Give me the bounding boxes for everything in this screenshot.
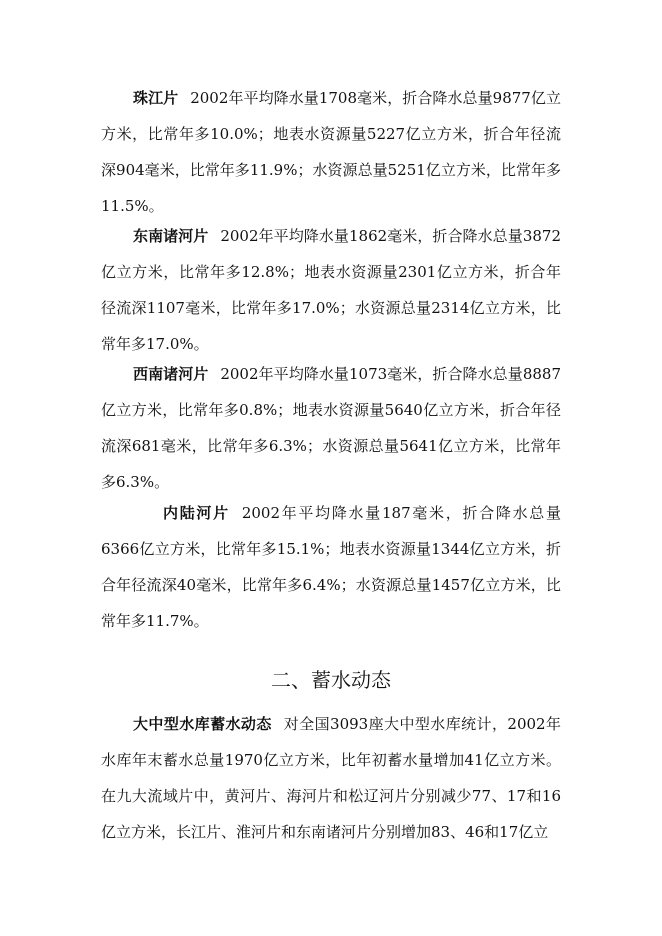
paragraph-zhujiang — [101, 80, 561, 224]
paragraph-lead: 大中型水库蓄水动态 — [133, 715, 272, 733]
section-heading: 二、蓄水动态 — [271, 668, 391, 692]
paragraph-xinan — [101, 356, 561, 500]
paragraph-lead: 内陆河片 — [163, 504, 230, 522]
paragraph-text: 2002年平均降水量187毫米，折合降水总量6366亿立方米，比常年多15.1%；地表水资源量1344亿立方米，折合年径流深40毫米，比常年多6.4%；水资源总量1457亿立方米，比常年多11.7%。 — [101, 504, 561, 630]
paragraph-lead: 珠江片 — [133, 89, 179, 107]
paragraph-lead: 西南诸河片 — [133, 365, 209, 383]
paragraph-text: 2002年平均降水量1862毫米，折合降水总量3872亿立方米，比常年多12.8%；地表水资源量2301亿立方米，折合年径流深1107毫米，比常年多17.0%；水资源总量2314亿立方米，比常年多17.0%。 — [101, 227, 561, 353]
paragraph-text: 2002年平均降水量1708毫米，折合降水总量9877亿立方米，比常年多10.0%；地表水资源量5227亿立方米，折合年径流深904毫米，比常年多11.9%；水资源总量5251亿立方米，比常年多11.5%。 — [101, 89, 561, 215]
paragraph-reservoir — [101, 706, 561, 850]
paragraph-lead: 东南诸河片 — [133, 227, 209, 245]
paragraph-dongnan — [101, 218, 561, 362]
paragraph-text: 对全国3093座大中型水库统计，2002年水库年末蓄水总量1970亿立方米，比年初蓄水量增加41亿立方米。在九大流域片中，黄河片、海河片和松辽河片分别减少77、17和16亿立方米，长江片、淮河片和东南诸河片分别增加83、46和17亿立 — [101, 715, 561, 841]
paragraph-text: 2002年平均降水量1073毫米，折合降水总量8887亿立方米，比常年多0.8%；地表水资源量5640亿立方米，折合年径流深681毫米，比常年多6.3%；水资源总量5641亿立方米，比常年多6.3%。 — [101, 365, 561, 491]
paragraph-neilu — [101, 495, 561, 639]
